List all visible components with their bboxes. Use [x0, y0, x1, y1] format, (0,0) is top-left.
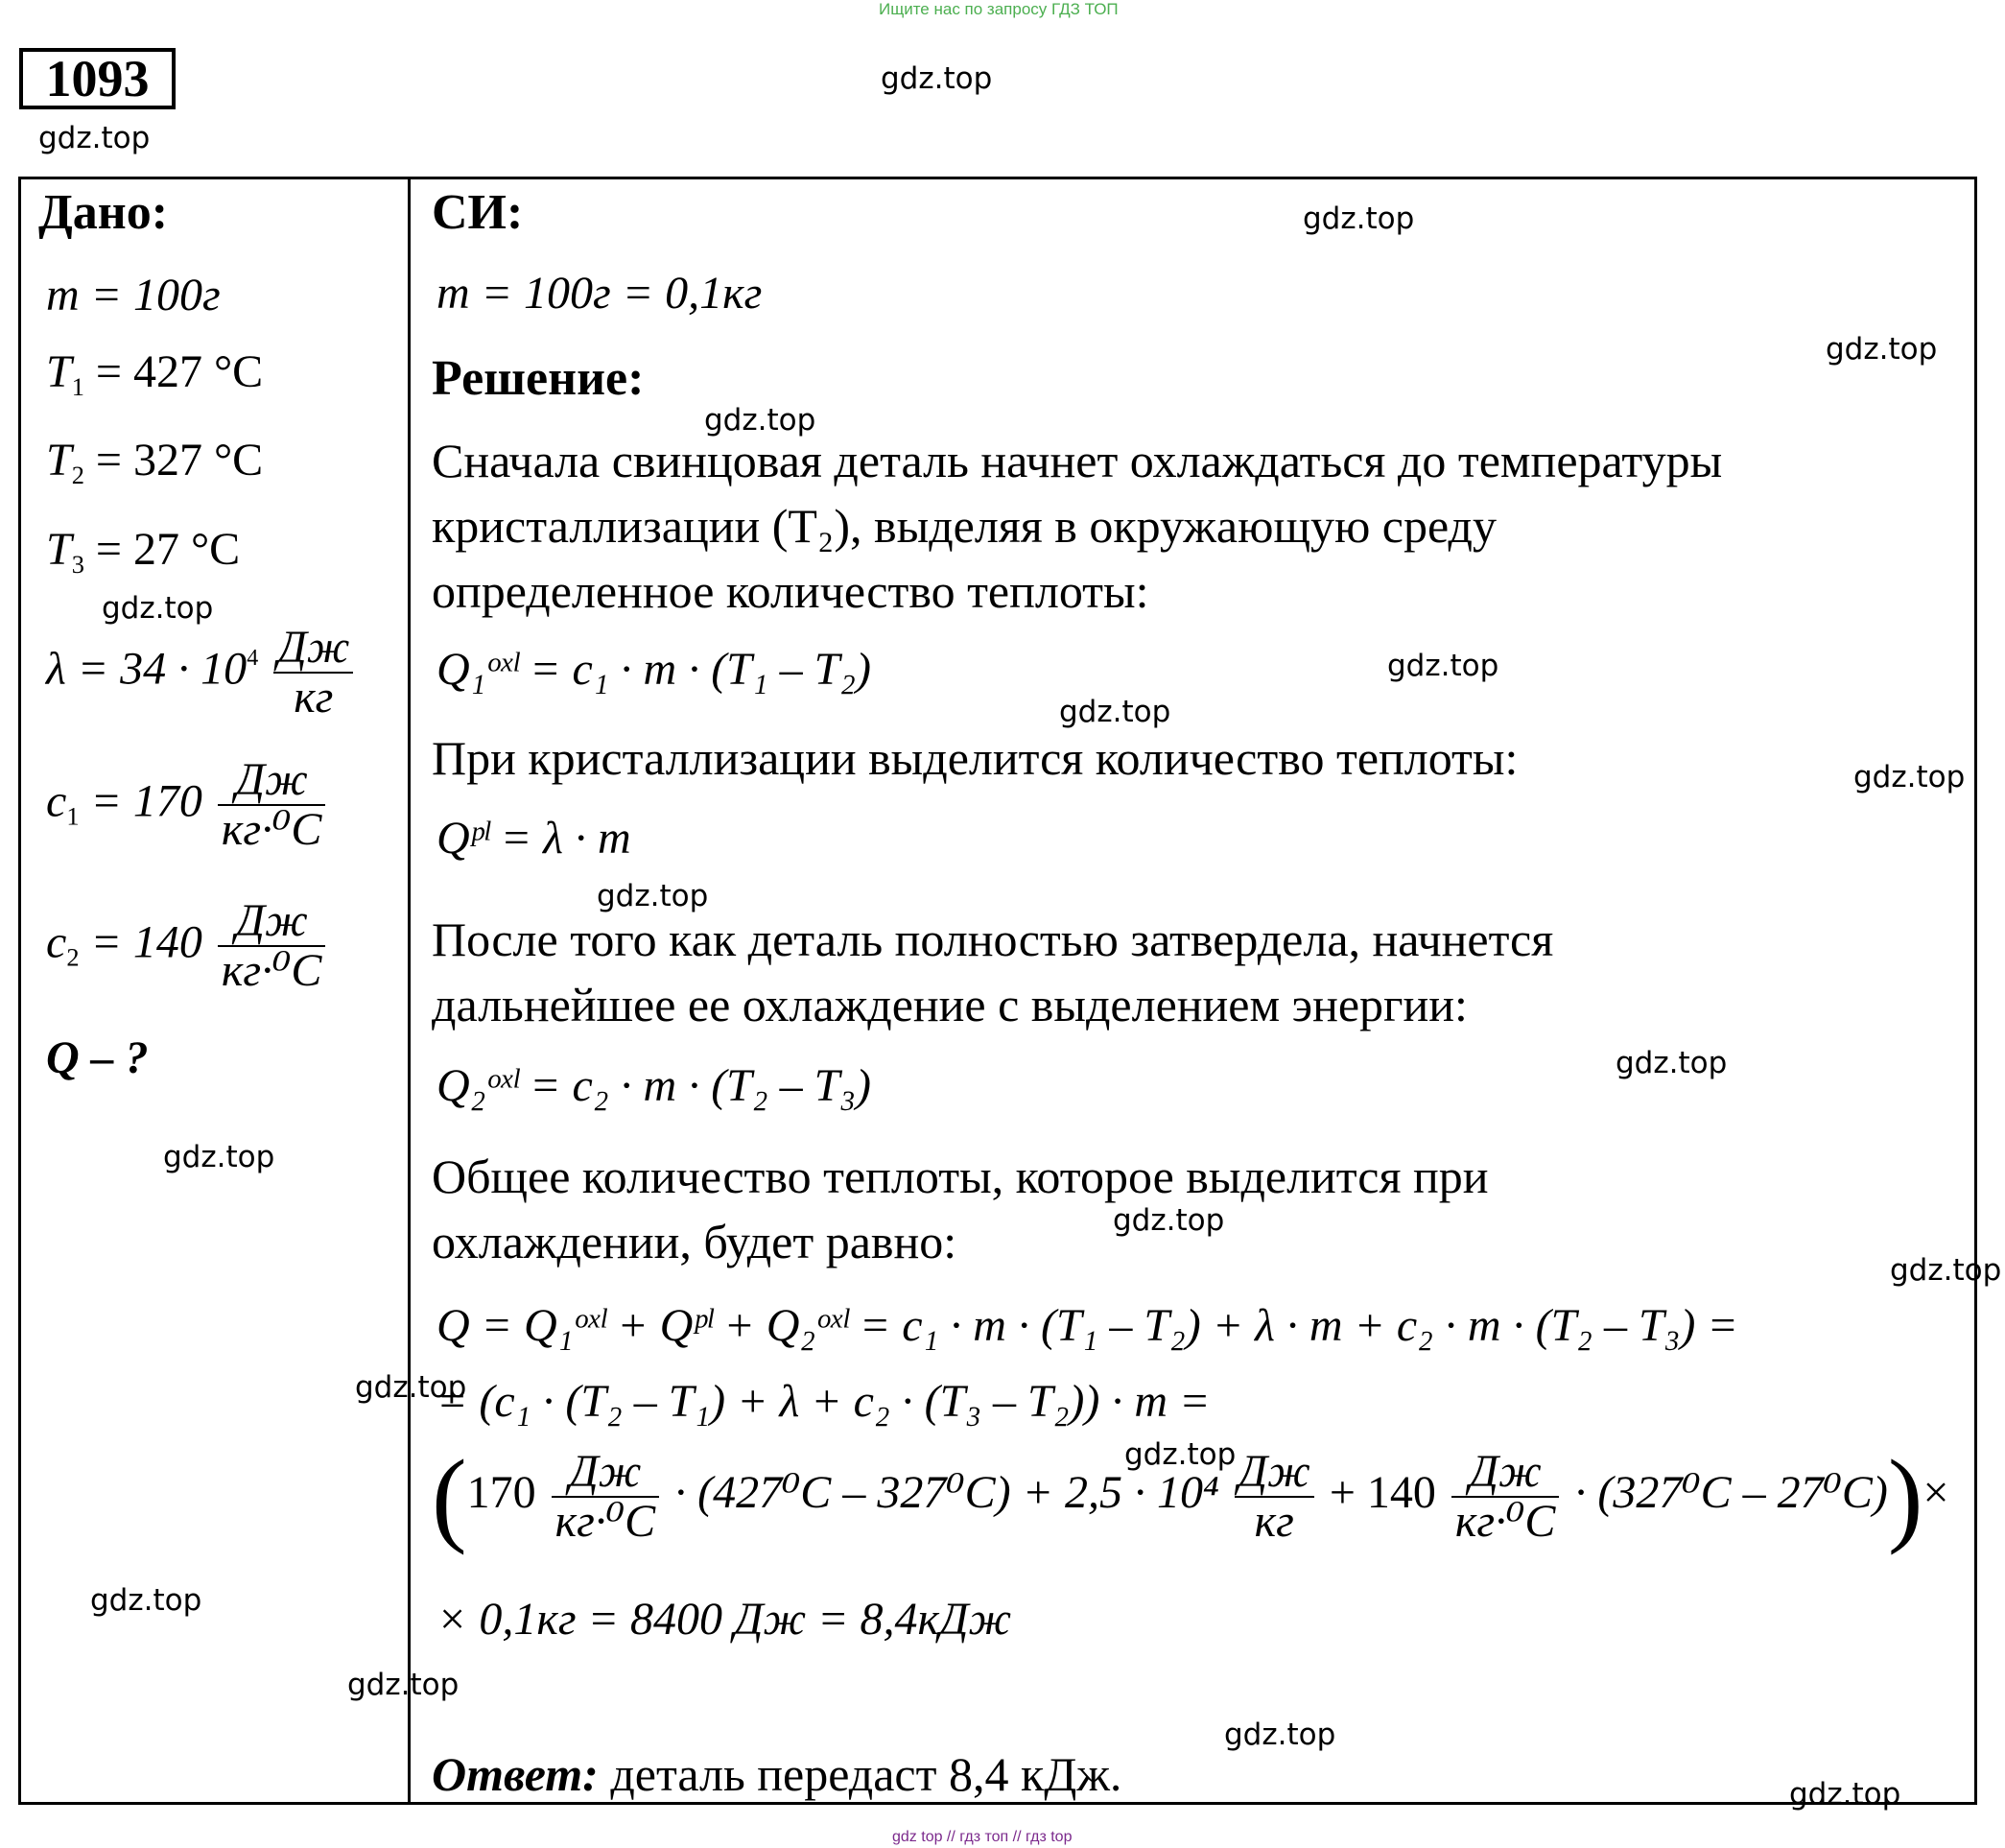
solution-title: Решение: — [432, 351, 645, 406]
formula-qpl: Qᵖˡ = λ · m — [436, 813, 631, 864]
watermark: gdz.top — [102, 591, 214, 626]
watermark: gdz.top — [90, 1583, 202, 1618]
formula-total-line-4: × 0,1кг = 8400 Дж = 8,4кДж — [436, 1594, 1012, 1645]
formula-q1: Q₁ᵒˣˡ = c₁ · m · (T₁ – T₂) — [436, 644, 871, 695]
formula-q2: Q₂ᵒˣˡ = c₂ · m · (T₂ – T₃) — [436, 1060, 871, 1111]
formula-total-line-1: Q = Q₁ᵒˣˡ + Qᵖˡ + Q₂ᵒˣˡ = c₁ · m · (T₁ – T₂) + λ · m + c₂ · m · (T₂ – T₃) = — [436, 1300, 1738, 1351]
search-banner[interactable]: Ищите нас по запросу ГДЗ ТОП — [879, 0, 1119, 18]
watermark: gdz.top — [1890, 1253, 2002, 1288]
given-question: Q – ? — [46, 1032, 149, 1083]
watermark: gdz.top — [1789, 1777, 1901, 1812]
paragraph-2: При кристаллизации выделится количество теплоты: — [432, 731, 1519, 785]
problem-number: 1093 — [19, 48, 176, 109]
formula-total-line-2: = (c₁ · (T₂ – T₁) + λ + c₂ · (T₃ – T₂)) · m = — [436, 1376, 1211, 1427]
footer-links[interactable]: gdz top // гдз топ // гдз top — [892, 1829, 1073, 1845]
si-mass: m = 100г = 0,1кг — [436, 268, 763, 319]
paragraph-3-line-1: После того как деталь полностью затвердела, начнется — [432, 912, 1554, 966]
watermark: gdz.top — [1853, 760, 1966, 794]
watermark: gdz.top — [881, 61, 993, 96]
watermark: gdz.top — [1113, 1203, 1225, 1238]
watermark: gdz.top — [38, 121, 151, 155]
watermark: gdz.top — [597, 879, 709, 913]
column-divider — [408, 177, 411, 1805]
paragraph-1-line-1: Сначала свинцовая деталь начнет охлаждаться до температуры — [432, 434, 1723, 487]
watermark: gdz.top — [163, 1140, 275, 1174]
given-c2: $c_2 = 140$ $\frac{Дж}{\text{кг·⁰C}}$ — [46, 897, 329, 996]
paragraph-4-line-1: Общее количество теплоты, которое выделится при — [432, 1149, 1489, 1203]
given-t3: $T_3 = 27$ °C — [46, 524, 241, 580]
paragraph-1-line-3: определенное количество теплоты: — [432, 564, 1149, 618]
si-title: СИ: — [432, 185, 524, 240]
given-lambda: $\lambda = 34 \cdot 10^4$ $\frac{Дж}{кг}$ — [46, 624, 357, 723]
formula-total-line-3: (170 $\frac{Дж}{\text{кг·⁰C}}$ · (427⁰C – 327⁰C) + 2,5 · 10⁴ $\frac{Дж}{кг}$ + 140 $\frac{Дж}{\text{кг·⁰C}}$ · (327⁰C – 27⁰C))× — [432, 1438, 1949, 1555]
given-t2: $T_2 = 327$ °C — [46, 435, 264, 490]
given-t1: $T_1 = 427$ °C — [46, 346, 264, 402]
paragraph-3-line-2: дальнейшее ее охлаждение с выделением энергии: — [432, 978, 1468, 1031]
watermark: gdz.top — [355, 1370, 467, 1405]
watermark: gdz.top — [1224, 1718, 1336, 1752]
paragraph-1-line-2: кристаллизации (Т₂), выделяя в окружающую среду — [432, 499, 1497, 553]
watermark: gdz.top — [347, 1668, 460, 1702]
watermark: gdz.top — [1826, 332, 1938, 367]
watermark: gdz.top — [1059, 695, 1171, 729]
given-mass: m = 100г — [46, 270, 221, 320]
answer: Ответ: деталь передаст 8,4 кДж. — [432, 1747, 1122, 1801]
given-title: Дано: — [38, 185, 169, 240]
paragraph-4-line-2: охлаждении, будет равно: — [432, 1215, 957, 1268]
watermark: gdz.top — [1616, 1046, 1728, 1080]
watermark: gdz.top — [1124, 1437, 1237, 1472]
given-c1: $c_1 = 170$ $\frac{Дж}{\text{кг·⁰C}}$ — [46, 756, 329, 855]
watermark: gdz.top — [704, 403, 816, 438]
watermark: gdz.top — [1387, 649, 1499, 683]
watermark: gdz.top — [1303, 201, 1415, 236]
